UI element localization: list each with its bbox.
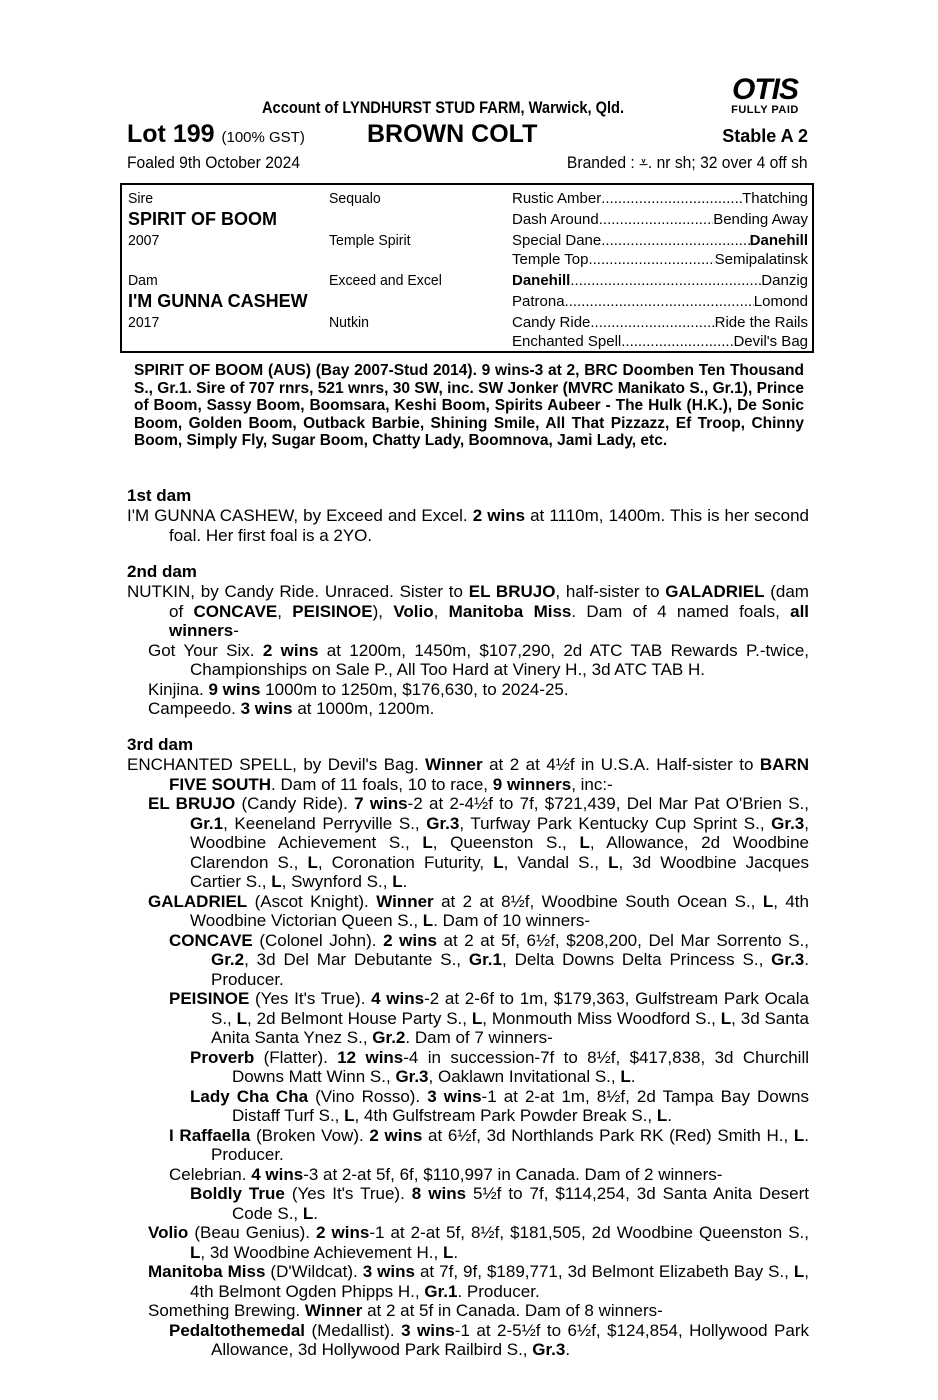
ancestor-row: Rustic Amber ..... Thatching — [512, 190, 808, 207]
family-entry: Volio (Beau Genius). 2 wins-1 at 2-at 5f, 8½f, $181,505, 2d Woodbine Queenston S., L, 3d Woodbine Achievement H., L. — [148, 1223, 809, 1262]
dam-section-3 — [127, 735, 809, 1360]
section-heading: 1st dam — [127, 486, 192, 505]
sire-summary: SPIRIT OF BOOM (AUS) (Bay 2007-Stud 2014). 9 wins-3 at 2, BRC Doomben Ten Thousand S., Gr.1. Sire of 707 rnrs, 521 wnrs, 30 SW, inc. SW Jonker (MVRC Manikato S., Gr.1), Prince of Boom, Sassy Boom, Boomsara, Keshi Boom, Spirits Aubeer - The Hulk (H.K.), De Sonic Boom, Golden Boom, Outback Barbie, Shining Smile, All That Pizzazz, Ef Troop, Chinny Boom, Simply Fly, Sugar Boom, Chatty Lady, Boomnova, Jami Lady, etc. — [134, 362, 804, 449]
family-entry: NUTKIN, by Candy Ride. Unraced. Sister to EL BRUJO, half-sister to GALADRIEL (dam of CONCAVE, PEISINOE), Volio, Manitoba Miss. Dam of 4 named foals, all winners- — [127, 582, 810, 640]
section-heading: 3rd dam — [127, 735, 194, 754]
ancestor-row: Temple Top ..... Semipalatinsk — [512, 251, 808, 268]
sire-year: 2007 — [128, 232, 160, 249]
family-entry: Boldly True (Yes It's True). 8 wins 5½f to 7f, $114,254, 3d Santa Anita Desert Code S., L. — [190, 1184, 809, 1223]
otis-logo-icon: OTIS — [731, 73, 798, 106]
dam-sire: Exceed and Excel — [329, 272, 442, 289]
brand-description: Branded : ⩡. nr sh; 32 over 4 off sh — [567, 153, 808, 172]
ancestor-row: Special Dane ..... Danehill — [512, 232, 808, 249]
ancestor-row: Candy Ride ..... Ride the Rails — [512, 314, 808, 331]
section-heading: 2nd dam — [127, 562, 197, 581]
lot-number — [127, 120, 305, 149]
family-entry: Proverb (Flatter). 12 wins-4 in succession-7f to 8½f, $417,838, 3d Churchill Downs Matt Winn S., Gr.3, Oaklawn Invitational S., L. — [190, 1047, 809, 1086]
family-entry: PEISINOE (Yes It's True). 4 wins-2 at 2-6f to 1m, $179,363, Gulfstream Park Ocala S., L, 2d Belmont House Party S., L, Monmouth Miss Woodford S., L, 3d Santa Anita Santa Ynez S., Gr.2. Dam of 7 winners- — [169, 989, 809, 1047]
sire-dam: Temple Spirit — [329, 232, 411, 249]
family-entry: I'M GUNNA CASHEW, by Exceed and Excel. 2 wins at 1110m, 1400m. This is her second foal. Her first foal is a 2YO. — [127, 506, 809, 545]
dam-label: Dam — [128, 272, 158, 289]
fully-paid-label: FULLY PAID — [731, 104, 799, 116]
ancestor-row: Dash Around ..... Bending Away — [512, 211, 808, 228]
sire-name: SPIRIT OF BOOM — [128, 209, 278, 229]
family-entry: EL BRUJO (Candy Ride). 7 wins-2 at 2-4½f to 7f, $721,439, Del Mar Pat O'Brien S., Gr.1, Keeneland Perryville S., Gr.3, Turfway Park Kentucky Cup Sprint S., Gr.3, Woodbine Achievement S., L, Queenston S., L, Allowance, 2d Woodbine Clarendon S., L, Coronation Futurity, L, Vandal S., L, 3d Woodbine Jacques Cartier S., L, Swynford S., L. — [148, 794, 809, 891]
family-entry: Pedaltothemedal (Medallist). 3 wins-1 at 2-5½f to 6½f, $124,854, Hollywood Park Allowance, 3d Hollywood Park Railbird S., Gr.3. — [169, 1320, 810, 1359]
lot-label: Lot 199 — [127, 120, 215, 148]
family-entry: GALADRIEL (Ascot Knight). Winner at 2 at 8½f, Woodbine South Ocean S., L, 4th Woodbine Victorian Queen S., L. Dam of 10 winners- — [148, 891, 809, 930]
dam-section-1 — [127, 486, 809, 545]
ancestor-row: Danehill ..... Danzig — [512, 272, 808, 289]
ancestor-row: Patrona ..... Lomond — [512, 293, 808, 310]
family-entry: Kinjina. 9 wins 1000m to 1250m, $176,630, to 2024-25. — [148, 679, 569, 699]
colour-sex: BROWN COLT — [367, 120, 538, 148]
sire-label: Sire — [128, 190, 154, 207]
sire-sire: Sequalo — [329, 190, 381, 207]
gst-note: (100% GST) — [221, 129, 305, 146]
family-entry: Campeedo. 3 wins at 1000m, 1200m. — [148, 699, 435, 718]
dam-section-2 — [127, 562, 809, 719]
family-entry: Something Brewing. Winner at 2 at 5f in Canada. Dam of 8 winners- — [148, 1301, 663, 1320]
family-entry: Celebrian. 4 wins-3 at 2-at 5f, 6f, $110,997 in Canada. Dam of 2 winners- — [169, 1164, 723, 1184]
dam-year: 2017 — [128, 314, 160, 331]
foaled-date: Foaled 9th October 2024 — [127, 153, 301, 172]
otis-logo — [720, 73, 810, 116]
family-entry: I Raffaella (Broken Vow). 2 wins at 6½f, 3d Northlands Park RK (Red) Smith H., L. Producer. — [169, 1125, 809, 1164]
pedigree-table — [120, 183, 814, 353]
family-entry: CONCAVE (Colonel John). 2 wins at 2 at 5f, 6½f, $208,200, Del Mar Sorrento S., Gr.2, 3d Del Mar Debutante S., Gr.1, Delta Downs Delta Princess S., Gr.3. Producer. — [169, 930, 809, 989]
vendor-account: Account of LYNDHURST STUD FARM, Warwick, Qld. — [262, 98, 625, 117]
family-entry: ENCHANTED SPELL, by Devil's Bag. Winner at 2 at 4½f in U.S.A. Half-sister to BARN FIVE SOUTH. Dam of 11 foals, 10 to race, 9 winners, inc:- — [127, 755, 809, 794]
dam-name: I'M GUNNA CASHEW — [128, 291, 308, 311]
stable-location: Stable A 2 — [722, 126, 808, 146]
family-entry: Manitoba Miss (D'Wildcat). 3 wins at 7f, 9f, $189,771, 3d Belmont Elizabeth Bay S., L, 4th Belmont Ogden Phipps H., Gr.1. Producer. — [148, 1262, 810, 1301]
family-entry: Got Your Six. 2 wins at 1200m, 1450m, $107,290, 2d ATC TAB Rewards P.-twice, Championships on Sale P., All Too Hard at Vinery H., 3d ATC TAB H. — [148, 640, 810, 679]
ancestor-row: Enchanted Spell ..... Devil's Bag — [512, 333, 808, 350]
dam-dam: Nutkin — [329, 314, 369, 331]
family-entry: Lady Cha Cha (Vino Rosso). 3 wins-1 at 2-at 1m, 8½f, 2d Tampa Bay Downs Distaff Turf S., L, 4th Gulfstream Park Powder Break S., L. — [190, 1086, 809, 1125]
